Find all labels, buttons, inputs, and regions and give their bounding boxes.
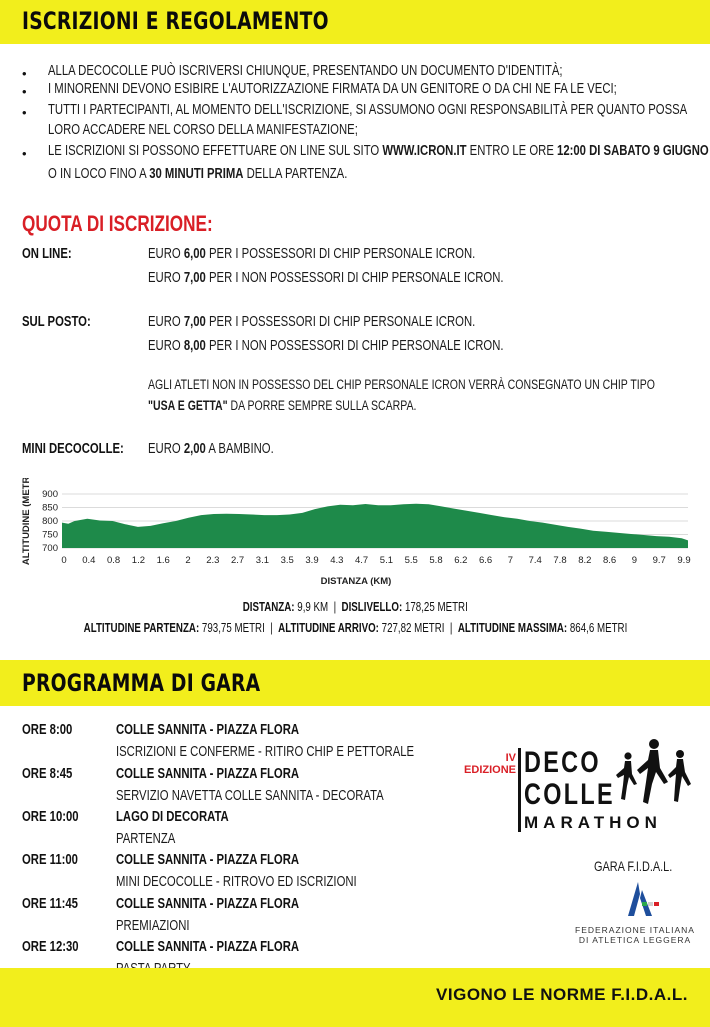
program-time: ORE 8:45 xyxy=(22,766,73,782)
elevation-chart xyxy=(18,478,698,588)
program-desc: MINI DECOCOLLE - RITROVO ED ISCRIZIONI xyxy=(116,874,357,890)
iscrizioni-header-band xyxy=(0,0,710,44)
x-tick-label: 7.4 xyxy=(528,555,542,566)
y-tick-label: 900 xyxy=(42,489,58,500)
x-tick-label: 3.9 xyxy=(305,555,319,566)
bullet: • xyxy=(22,146,27,161)
x-tick-label: 4.3 xyxy=(330,555,344,566)
online-label: ON LINE: xyxy=(22,246,72,262)
program-place: COLLE SANNITA - PIAZZA FLORA xyxy=(116,896,300,912)
programma-title: PROGRAMMA DI GARA xyxy=(22,669,261,697)
logo-colle: COLLE xyxy=(524,778,616,811)
x-axis-label: DISTANZA (KM) xyxy=(320,576,392,587)
chip-note-line1: AGLI ATLETI NON IN POSSESSO DEL CHIP PERSONALE ICRON VERRÀ CONSEGNATO UN CHIP TIPO xyxy=(148,377,655,392)
online-price-2: EURO 7,00 PER I NON POSSESSORI DI CHIP PERSONALE ICRON. xyxy=(148,270,504,286)
y-tick-label: 700 xyxy=(42,543,58,554)
posto-price-1: EURO 7,00 PER I POSSESSORI DI CHIP PERSONALE ICRON. xyxy=(148,314,476,330)
program-place: COLLE SANNITA - PIAZZA FLORA xyxy=(116,766,300,782)
x-tick-label: 1.2 xyxy=(131,555,146,566)
runners-icon xyxy=(614,738,694,810)
program-desc: SERVIZIO NAVETTA COLLE SANNITA - DECORATA xyxy=(116,788,384,804)
elevation-area xyxy=(62,504,688,548)
program-desc: PARTENZA xyxy=(116,831,176,847)
fidal-logo-icon xyxy=(614,880,662,920)
y-tick-label: 750 xyxy=(42,529,58,541)
federazione-text: FEDERAZIONE ITALIANA DI ATLETICA LEGGERA xyxy=(575,925,695,945)
x-tick-label: 8.2 xyxy=(578,555,592,566)
y-tick-label: 850 xyxy=(42,502,58,514)
x-tick-label: 7.8 xyxy=(553,555,567,566)
mini-decocolle-label: MINI DECOCOLLE: xyxy=(22,441,124,457)
rule-4-line1: LE ISCRIZIONI SI POSSONO EFFETTUARE ON LINE SUL SITO WWW.ICRON.IT ENTRO LE ORE 12:00 DI SABATO 9 GIUGNO xyxy=(48,143,709,159)
rule-3-line1: TUTTI I PARTECIPANTI, AL MOMENTO DELL'ISCRIZIONE, SI ASSUMONO OGNI RESPONSABILITÀ PER QUANTO POSSA xyxy=(48,102,688,118)
program-desc: PREMIAZIONI xyxy=(116,918,190,934)
x-tick-label: 0.4 xyxy=(82,555,96,566)
bullet: • xyxy=(22,66,27,81)
x-tick-label: 8.6 xyxy=(602,555,617,566)
decocolle-marathon-logo xyxy=(458,738,698,838)
x-tick-label: 6.6 xyxy=(478,555,493,566)
x-tick-label: 3.1 xyxy=(255,555,270,566)
edition-label: IV EDIZIONE xyxy=(464,752,516,776)
program-time: ORE 10:00 xyxy=(22,809,79,825)
logo-marathon: MARATHON xyxy=(524,813,662,832)
program-place: COLLE SANNITA - PIAZZA FLORA xyxy=(116,852,300,868)
x-tick-label: 2 xyxy=(185,555,191,566)
y-tick-label: 800 xyxy=(42,516,58,527)
x-tick-label: 9 xyxy=(631,555,638,566)
norme-fidal: VIGONO LE NORME F.I.D.A.L. xyxy=(436,985,688,1004)
bullet: • xyxy=(22,105,27,120)
program-place: LAGO DI DECORATA xyxy=(116,809,229,825)
x-tick-label: 4.7 xyxy=(354,555,369,566)
program-desc: ISCRIZIONI E CONFERME - RITIRO CHIP E PETTORALE xyxy=(116,744,415,760)
program-time: ORE 11:45 xyxy=(22,896,78,912)
x-tick-label: 0 xyxy=(61,555,67,566)
x-tick-label: 0.8 xyxy=(106,555,121,566)
logo-deco: DECO xyxy=(524,746,601,779)
logo-bar xyxy=(518,748,521,832)
x-tick-label: 9.7 xyxy=(652,555,666,566)
x-tick-label: 2.3 xyxy=(206,555,220,566)
icron-website: WWW.ICRON.IT xyxy=(382,143,467,159)
programma-header-band xyxy=(0,660,710,706)
posto-price-2: EURO 8,00 PER I NON POSSESSORI DI CHIP PERSONALE ICRON. xyxy=(148,338,504,354)
course-stats-row2: ALTITUDINE PARTENZA: 793,75 METRI | ALTITUDINE ARRIVO: 727,82 METRI | ALTITUDINE MASSIMA: 864,6 METRI xyxy=(83,621,627,635)
x-tick-label: 6.2 xyxy=(454,555,468,566)
online-price-1: EURO 6,00 PER I POSSESSORI DI CHIP PERSONALE ICRON. xyxy=(148,246,476,262)
program-time: ORE 12:30 xyxy=(22,939,79,955)
quota-title: QUOTA DI ISCRIZIONE: xyxy=(22,211,213,236)
x-tick-label: 5.5 xyxy=(404,555,418,566)
program-place: COLLE SANNITA - PIAZZA FLORA xyxy=(116,722,300,738)
x-tick-label: 5.8 xyxy=(429,555,443,566)
x-tick-label: 5.1 xyxy=(379,555,394,566)
program-place: COLLE SANNITA - PIAZZA FLORA xyxy=(116,939,300,955)
y-axis-label: ALTITUDINE (METRI) xyxy=(21,478,32,566)
x-tick-label: 3.5 xyxy=(280,555,294,566)
x-tick-label: 7 xyxy=(507,555,514,566)
rule-3-line2: LORO ACCADERE NEL CORSO DELLA MANIFESTAZIONE; xyxy=(48,122,358,138)
mini-price: EURO 2,00 A BAMBINO. xyxy=(148,441,274,457)
x-tick-label: 9.9 xyxy=(677,555,691,566)
gara-fidal: GARA F.I.D.A.L. xyxy=(594,858,673,874)
iscrizioni-title: ISCRIZIONI E REGOLAMENTO xyxy=(22,7,329,35)
bullet: • xyxy=(22,84,27,99)
elevation-chart-svg xyxy=(18,478,698,588)
rule-4-line2: O IN LOCO FINO A 30 MINUTI PRIMA DELLA PARTENZA. xyxy=(48,166,348,182)
course-stats-row1: DISTANZA: 9,9 KM | DISLIVELLO: 178,25 METRI xyxy=(242,600,468,614)
program-time: ORE 8:00 xyxy=(22,722,73,738)
rule-1: ALLA DECOCOLLE PUÒ ISCRIVERSI CHIUNQUE, PRESENTANDO UN DOCUMENTO D'IDENTITÀ; xyxy=(48,63,563,79)
rule-2: I MINORENNI DEVONO ESIBIRE L'AUTORIZZAZIONE FIRMATA DA UN GENITORE O DA CHI NE FA LE VECI; xyxy=(48,81,617,97)
sul-posto-label: SUL POSTO: xyxy=(22,314,91,330)
program-time: ORE 11:00 xyxy=(22,852,78,868)
x-tick-label: 1.6 xyxy=(156,555,170,566)
x-tick-label: 2.7 xyxy=(230,555,245,566)
chip-note-line2: "USA E GETTA" DA PORRE SEMPRE SULLA SCARPA. xyxy=(148,398,417,413)
